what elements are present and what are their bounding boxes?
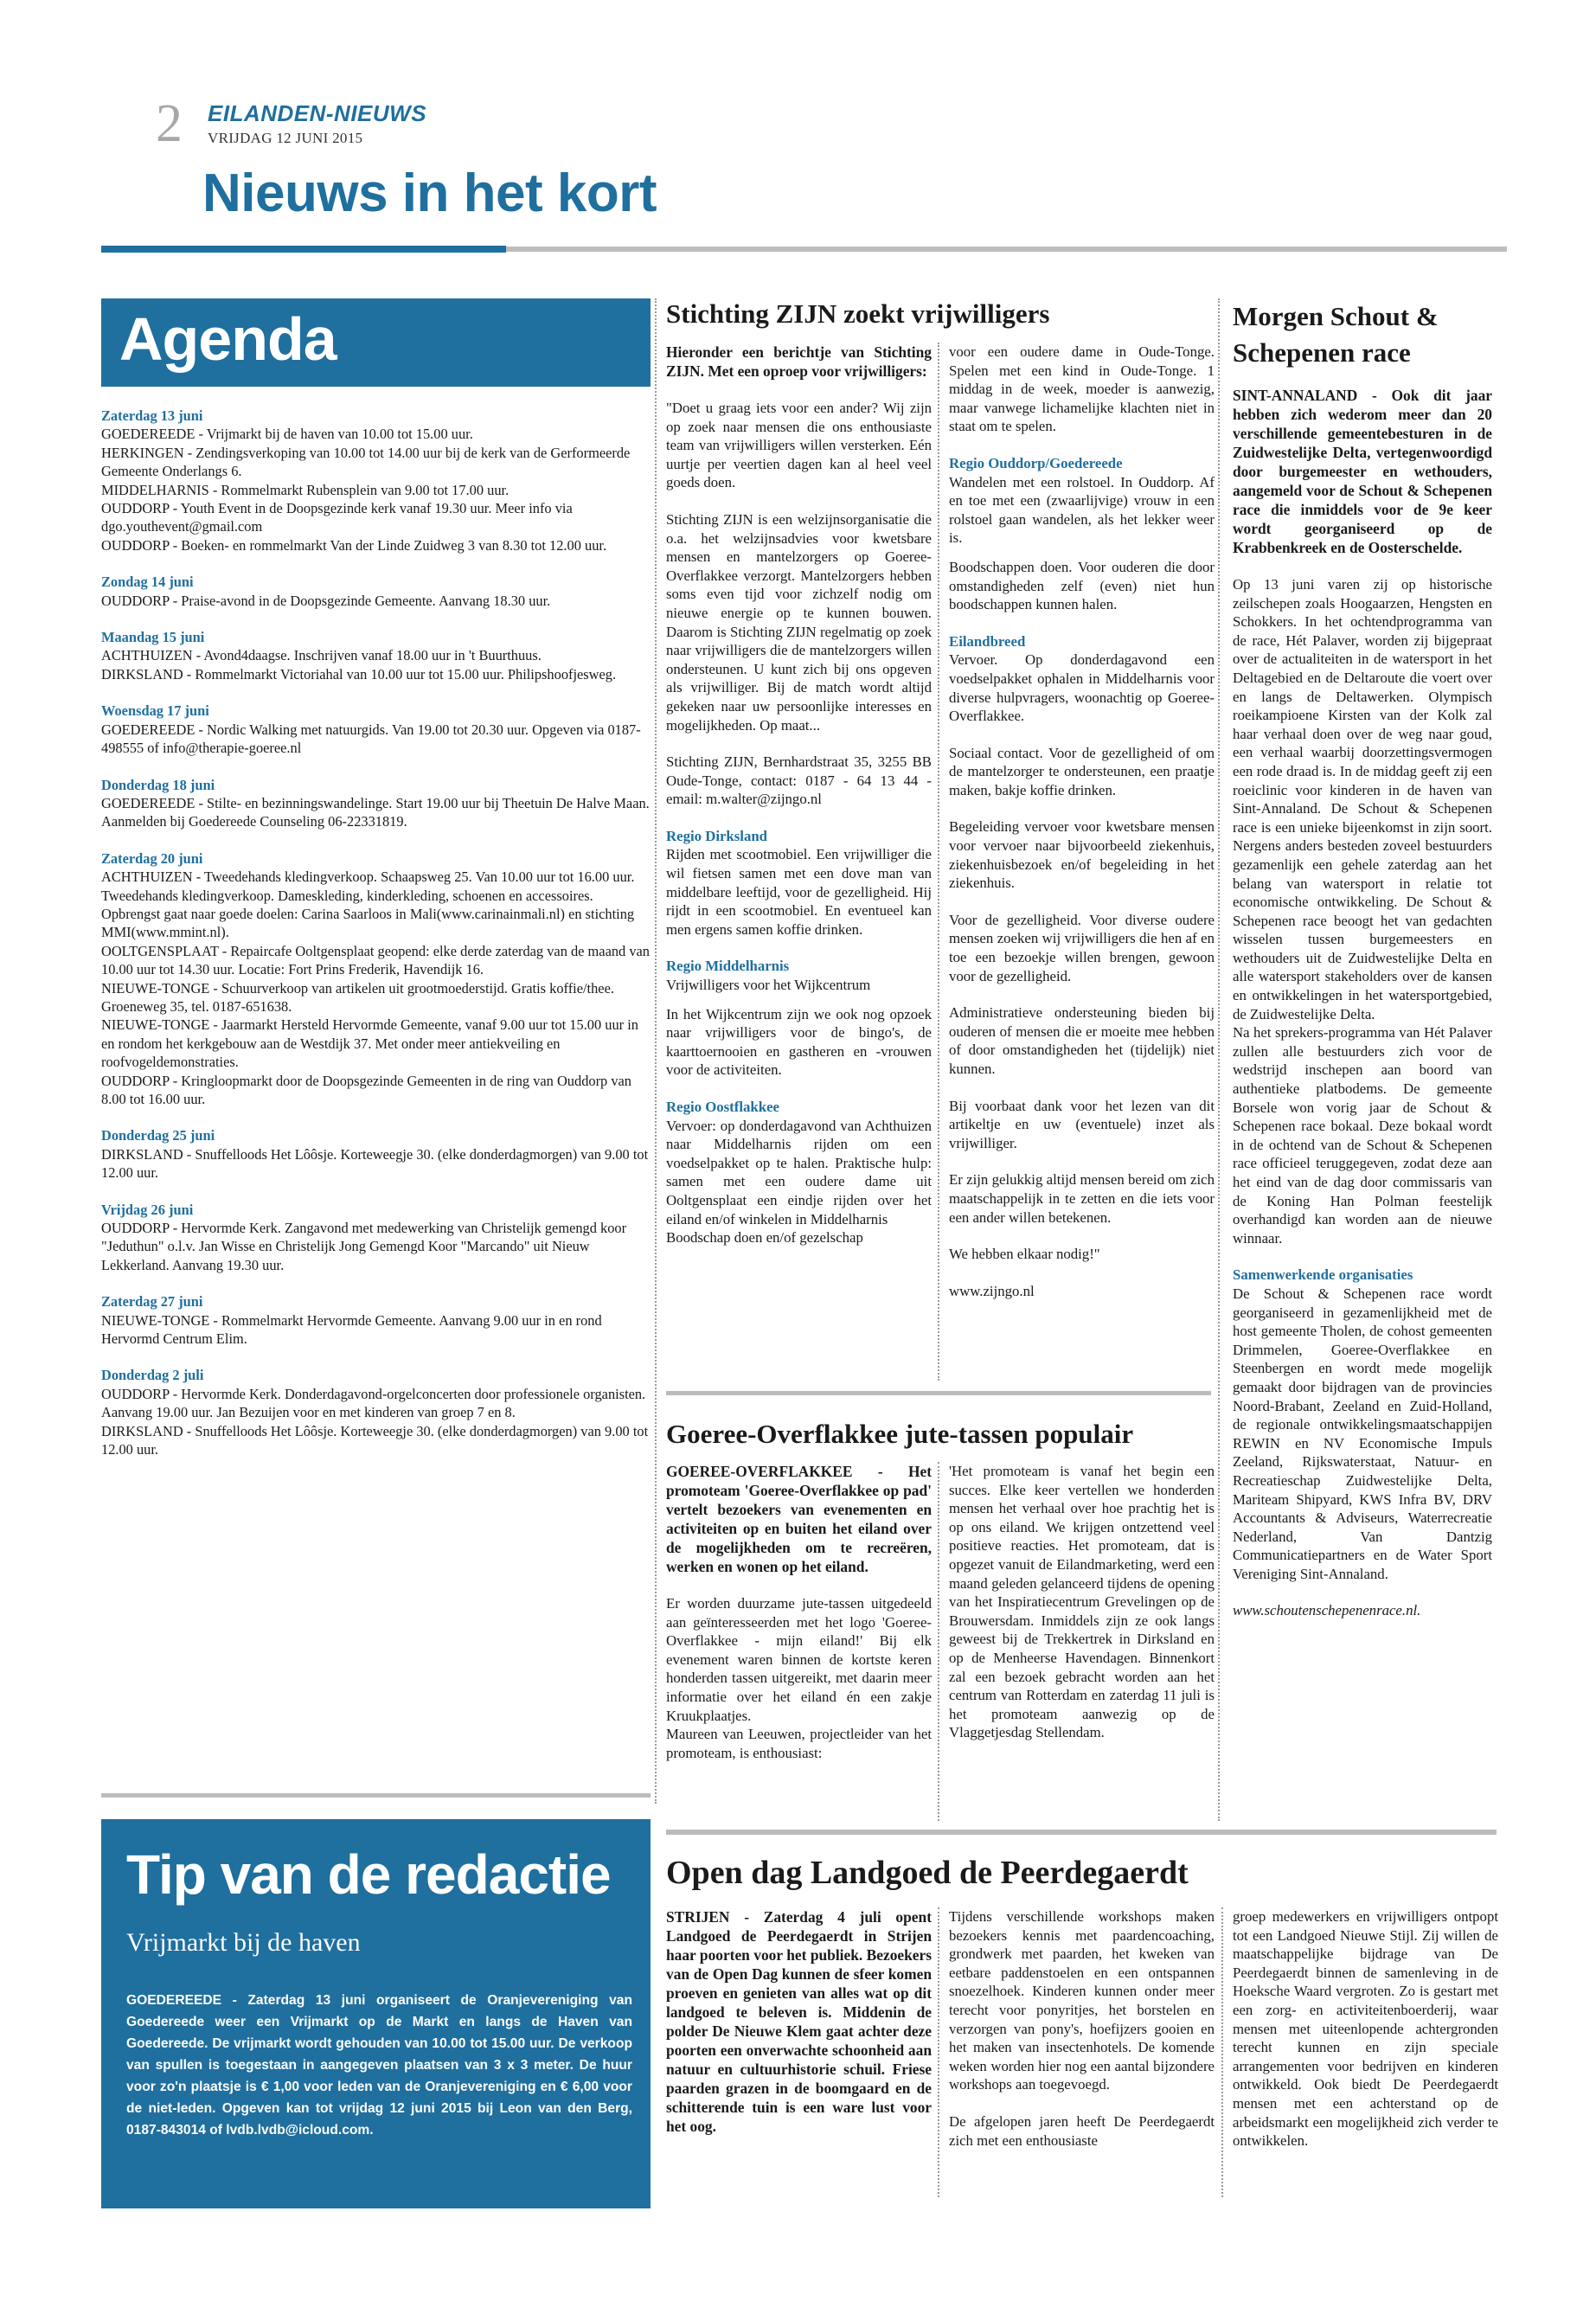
agenda-item: OUDDORP - Hervormde Kerk. Zangavond met medewerking van Christelijk gemengd koor "Jeduthun" o.l.v. Jan Wisse en Christelijk Jong Gemengd Koor "Marcando" uit Nieuw Lekkerland. Aanvang 19.30 uur.: [101, 1220, 627, 1273]
article-lead: GOEREE-OVERFLAKKEE - Het promoteam 'Goeree-Overflakkee op pad' vertelt bezoekers van evenementen en activiteiten op en buiten het eiland over de mogelijkheden om te recreëren, werken en wonen op het eiland.: [666, 1463, 932, 1575]
agenda-item: OUDDORP - Praise-avond in de Doopsgezinde Gemeente. Aanvang 18.30 uur.: [101, 592, 551, 609]
paragraph: 'Het promoteam is vanaf het begin een succes. Elke keer vertellen we honderden mensen het verhaal over hoe prachtig het is op ons eiland. We krijgen ontzettend veel positieve reacties. Het promoteam, dat is opgezet vanuit de Eilandmarketing, werd een maand geleden gelanceerd tijdens de opening van het Inspiratiecentrum Grevelingen op de Brouwersdam. Inmiddels zijn ze ook langs geweest bij de Trekkertrek in Dirksland en op de Menheerse Havendagen. Binnenkort zal een bezoek gebracht worden aan het centrum van Rotterdam en zaterdag 11 juli is het promoteam aanwezig op de Vlaggetjesdag Stellendam.: [949, 1463, 1215, 1741]
paragraph: De afgelopen jaren heeft De Peerdegaerdt zich met een enthousiaste: [949, 2112, 1215, 2149]
paragraph: We hebben elkaar nodig!": [949, 1246, 1100, 1263]
agenda-day: [101, 1292, 651, 1348]
agenda-item: OUDDORP - Hervormde Kerk. Donderdagavond-orgelconcerten door professionele organisten. Aanvang 19.00 uur. Jan Bezuijen voor en met kinderen van groep 7 en 8.: [101, 1385, 646, 1421]
agenda-date: Donderdag 25 juni: [101, 1127, 215, 1144]
agenda-list: [101, 407, 651, 1477]
publication-date: VRIJDAG 12 JUNI 2015: [208, 130, 363, 146]
agenda-item: OUDDORP - Boeken- en rommelmarkt Van der Linde Zuidweg 3 van 8.30 tot 12.00 uur.: [101, 536, 607, 554]
agenda-day: [101, 407, 651, 554]
article-column: [949, 343, 1215, 1300]
tip-title: Tip van de redactie: [126, 1843, 611, 1906]
agenda-item: MIDDELHARNIS - Rommelmarkt Rubensplein van 9.00 tot 17.00 uur.: [101, 481, 510, 498]
agenda-date: Donderdag 2 juli: [101, 1367, 204, 1384]
paragraph: Tijdens verschillende workshops maken bezoekers kennis met paardencoaching, grondwerk met paarden, het kweken van eetbare paddenstoelen en een ontspannen snoezelhoek. Kinderen kunnen onder meer terecht voor ponyritjes, het borstelen en verzorgen van pony's, hoefijzers gooien en het maken van insectenhotels. De komende weken worden hier nog een aantal bijzondere workshops aan toegevoegd.: [949, 1908, 1215, 2093]
subheading: Regio Oostflakkee: [666, 1099, 779, 1115]
paragraph: Vervoer: op donderdagavond van Achthuizen naar Middelharnis rijden om een voedselpakket op te halen. Praktische hulp: samen met een oudere dame uit Ooltgensplaat een eindje rijden over het eiland en/of winkelen in Middelharnis: [666, 1117, 932, 1227]
article-lead: SINT-ANNALAND - Ook dit jaar hebben zich wederom meer dan 20 verschillende gemeentebesturen in de Zuidwestelijke Delta, vertegenwoordigd door burgemeester en wethouders, aangemeld voor de Schout & Schepenen race die inmiddels voor de 9e keer wordt georganiseerd op de Krabbenkreek en de Oosterschelde.: [1233, 387, 1492, 556]
subheading: Regio Middelharnis: [666, 958, 790, 975]
agenda-day: [101, 1126, 651, 1182]
website-link[interactable]: www.zijngo.nl: [949, 1282, 1035, 1299]
section-title: Nieuws in het kort: [202, 163, 657, 223]
agenda-item: ACHTHUIZEN - Avond4daagse. Inschrijven vanaf 18.00 uur in 't Buurthuus.: [101, 647, 542, 664]
agenda-date: Vrijdag 26 juni: [101, 1201, 194, 1218]
paragraph: Boodschappen doen. Voor ouderen die door omstandigheden zelf (even) niet hun boodschappen kunnen halen.: [949, 558, 1215, 613]
agenda-item: DIRKSLAND - Snuffelloods Het Lôôsje. Korteweegje 30. (elke donderdagmorgen) van 9.00 tot 12.00 uur.: [101, 1145, 649, 1182]
agenda-item: OUDDORP - Kringloopmarkt door de Doopsgezinde Gemeenten in de ring van Ouddorp van 8.00 tot 16.00 uur.: [101, 1072, 631, 1107]
agenda-day: [101, 573, 651, 610]
paragraph: Rijden met scootmobiel. Een vrijwilliger die wil fietsen samen met een dove man van middelbare leeftijd, voor de gezelligheid. Hij rijdt in een scootmobiel. En eventueel kan men ergens samen koffie drinken.: [666, 846, 932, 938]
column-separator: [655, 298, 657, 1804]
agenda-day: [101, 1366, 651, 1458]
agenda-item: GOEDEREEDE - Stilte- en bezinningswandelinge. Start 19.00 uur bij Theetuin De Halve Maan. Aanmelden bij Goedereede Counseling 06-22331819.: [101, 794, 650, 830]
paragraph: Er worden duurzame jute-tassen uitgedeeld aan geïnteresseerden met het logo 'Goeree-Overflakkee - mijn eiland!' Bij elk evenement waren binnen de kortste keren honderden tassen uitgereikt, met daarin meer informatie over het eiland én een zakje Kruukplaatjes.: [666, 1595, 932, 1724]
subheading: Eilandbreed: [949, 632, 1026, 650]
agenda-item: HERKINGEN - Zendingsverkoping van 10.00 tot 14.00 uur bij de kerk van de Gerformeerde Gemeente Onderlangs 6.: [101, 444, 631, 480]
agenda-item: ACHTHUIZEN - Tweedehands kledingverkoop. Schaapsweg 25. Van 10.00 uur tot 16.00 uur. Tweedehands kledingverkoop. Dameskleding, kinderkleding, schoenen en accessoires. Opbrengst gaat naar goede doelen: Carina Saarloos in Mali(www.carinainmali.nl) en stichting MMI(www.mmint.nl).: [101, 868, 635, 941]
agenda-date: Donderdag 18 juni: [101, 776, 215, 793]
paragraph: Op 13 juni varen zij op historische zeilschepen zoals Hoogaarzen, Hengsten en Schokkers. In het ochtendprogramma van de race, Hét Palaver, worden zij bijgepraat over de actualiteiten in de watersport in het Deltagebied en de Deltaroute die voert over en langs de Deltawerken. Olympisch roeikampioene Kirsten van der Kolk zal haar verhaal doen over de weg naar goud, een verhaal waarbij doorzettingsvermogen een rode draad is. In de middag geeft zij een roeiclinic voor kinderen in de haven van Sint-Annaland. De Schout & Schepenen race is een unieke bijeenkomst in zijn soort. Nergens anders besteden zoveel bestuurders gezamenlijk een gehele zaterdag aan het belang van watersport in relatie tot economische ontwikkeling. De Schout & Schepenen race beoogt het van gedachten wisselen tussen burgemeesters en wethouders uit de Zuidwestelijke Delta en alle watersport stakeholders over de kansen en ontwikkelingen in het watersportgebied, de Zuidwestelijke Delta.: [1233, 576, 1492, 1022]
article-column: [666, 1462, 932, 1762]
page-number: 2: [156, 94, 183, 153]
masthead-logo: EILANDEN-NIEUWS: [208, 100, 427, 126]
subheading: Regio Dirksland: [666, 827, 768, 844]
website-link[interactable]: www.schoutenschepenenrace.nl.: [1233, 1602, 1421, 1619]
paragraph: Vrijwilligers voor het Wijkcentrum: [666, 977, 871, 994]
agenda-date: Woensdag 17 juni: [101, 702, 209, 720]
paragraph: Voor de gezelligheid. Voor diverse oudere mensen zoeken wij vrijwilligers die hen af en toe een bezoekje willen brengen, gewoon voor de gezelligheid.: [949, 911, 1215, 984]
column-separator: [1221, 1907, 1223, 2197]
agenda-date: Zaterdag 13 juni: [101, 407, 203, 424]
agenda-title: Agenda: [119, 305, 337, 373]
paragraph: Maureen van Leeuwen, projectleider van het promoteam, is enthousiast:: [666, 1726, 932, 1761]
agenda-date: Zaterdag 27 juni: [101, 1293, 203, 1311]
paragraph: Boodschap doen en/of gezelschap: [666, 1229, 863, 1247]
paragraph: Vervoer. Op donderdagavond een voedselpakket ophalen in Middelharnis voor diverse hulpvragers, woonachtig op Goeree-Overflakkee.: [949, 651, 1215, 725]
paragraph: Wandelen met een rolstoel. In Ouddorp. Af en toe met een (zwaarlijvige) vrouw in een rolstoel gaan wandelen, als het lekker weer is.: [949, 473, 1215, 547]
paragraph: Stichting ZIJN is een welzijnsorganisatie die o.a. het welzijnsadvies voor kwetsbare mensen en mantelzorgers op Goeree-Overflakkee verzorgt. Mantelzorgers hebben soms even tijd voor zichzelf nodig om nieuwe energie op te kunnen bouwen. Daarom is Stichting ZIJN regelmatig op zoek naar vrijwilligers die de mantelzorgers willen ondersteunen. U kunt zich bij ons opgeven als vrijwilliger. Bij de match wordt altijd gekeken naar uw persoonlijke interesses en mogelijkheden. Op maat...: [666, 510, 932, 734]
agenda-bottom-rule: [101, 1793, 651, 1798]
paragraph: Sociaal contact. Voor de gezelligheid of om de mantelzorger te ondersteunen, een praatje maken, bakje koffie drinken.: [949, 744, 1215, 798]
article-headline: Open dag Landgoed de Peerdegaerdt: [666, 1855, 1189, 1891]
column-separator: [938, 1462, 939, 1821]
article-column: [1233, 1907, 1498, 2150]
paragraph: voor een oudere dame in Oude-Tonge. Spelen met een kind in Oude-Tonge. 1 middag in de week, moeder is aanwezig, maar vanwege lichamelijke klachten niet in staat om te spelen.: [949, 343, 1215, 435]
tip-subtitle: Vrijmarkt bij de haven: [126, 1928, 361, 1957]
column-separator: [938, 1907, 939, 2197]
column-separator: [938, 343, 939, 1381]
paragraph: Stichting ZIJN, Bernhardstraat 35, 3255 BB Oude-Tonge, contact: 0187 - 64 13 44 - email: m.walter@zijngo.nl: [666, 753, 932, 808]
paragraph: In het Wijkcentrum zijn we ook nog opzoek naar vrijwilligers voor de bingo's, de kaarttoernooien en gastheren en -vrouwen voor de activiteiten.: [666, 1005, 932, 1079]
article-column: [949, 1462, 1215, 1742]
paragraph: Bij voorbaat dank voor het lezen van dit artikeltje en uw (eventuele) inzet als vrijwilliger.: [949, 1097, 1215, 1151]
paragraph: "Doet u graag iets voor een ander? Wij zijn op zoek naar mensen die ons enthousiaste team van vrijwilligers willen versterken. Eén uurtje per veertien dagen kan al heel veel goeds doen.: [666, 400, 932, 491]
article-column: [666, 343, 932, 1247]
agenda-day: [101, 849, 651, 1109]
agenda-day: [101, 776, 651, 831]
paragraph: De Schout & Schepenen race wordt georganiseerd in gezamenlijkheid met de host gemeente Tholen, de cohost gemeenten Drimmelen, Goeree-Overflakkee en Steenbergen en wordt mede mogelijk gemaakt door bijdragen van de provincies Noord-Brabant, Zeeland en Zuid-Holland, de regionale ontwikkelingsmaatschappijen REWIN en NV Economische Impuls Zeeland, Rijkswaterstaat, Natuur- en Recreatieschap Zuidwestelijke Delta, Mariteam Shipyard, KWS Infra BV, DRV Accountants & Adviseurs, Waterrecreatie Nederland, Van Dantzig Communicatiepartners en de Water Sport Vereniging Sint-Annaland.: [1233, 1285, 1492, 1582]
agenda-item: NIEUWE-TONGE - Jaarmarkt Hersteld Hervormde Gemeente, vanaf 9.00 uur tot 15.00 uur in en rondom het kerkgebouw aan de Westdijk 37. Met onder meer antiekveiling en roofvogeldemonstraties.: [101, 1016, 638, 1071]
article-lead: STRIJEN - Zaterdag 4 juli opent Landgoed de Peerdegaerdt in Strijen haar poorten voor het publiek. Bezoekers van de Open Dag kunnen de sfeer komen proeven en genieten van alles wat op dit landgoed te beleven is. Middenin de polder De Nieuwe Klem gaat achter deze poorten een onverwachte schoonheid aan natuur en cultuurhistorie schuil. Friese paarden grazen in de boomgaard en de schitterende tuin is een ware lust voor het oog.: [666, 1908, 932, 2135]
section-rule: [666, 1830, 1497, 1835]
header-rule: [506, 247, 1507, 252]
header-rule-accent: [101, 246, 506, 253]
agenda-item: DIRKSLAND - Snuffelloods Het Lôôsje. Korteweegje 30. (elke donderdagmorgen) van 9.00 tot 12.00 uur.: [101, 1422, 649, 1458]
article-column: [666, 1907, 932, 2136]
agenda-date: Zaterdag 20 juni: [101, 849, 203, 867]
agenda-item: NIEUWE-TONGE - Rommelmarkt Hervormde Gemeente. Aanvang 9.00 uur in en rond Hervormd Centrum Elim.: [101, 1311, 602, 1348]
tip-text: GOEDEREEDE - Zaterdag 13 juni organiseert de Oranjevereniging van Goedereede weer een Vrijmarkt op de Markt en langs de Haven van Goedereede. De vrijmarkt wordt gehouden van 10.00 tot 15.00 uur. De verkoop van spullen is toegestaan in aangegeven plaatsen van 3 x 3 meter. De huur voor zo'n plaatsje is € 1,00 voor leden van de Oranjevereniging en € 6,00 voor de niet-leden. Opgeven kan tot vrijdag 12 juni 2015 bij Leon van den Berg, 0187-843014 of lvdb.lvdb@icloud.com.: [126, 1993, 632, 2138]
article-column: [1233, 386, 1492, 1620]
article-column: [949, 1907, 1215, 2150]
agenda-item: NIEUWE-TONGE - Schuurverkoop van artikelen uit grootmoederstijd. Gratis koffie/thee. Groeneweg 35, tel. 0187-651638.: [101, 979, 614, 1015]
agenda-date: Zondag 14 juni: [101, 574, 194, 591]
paragraph: Na het sprekers-programma van Hét Palaver zullen alle bestuurders zich voor de wedstrijd inschepen aan boord van authentieke platbodems. De gemeente Borsele won vorig jaar de Schout & Schepenen race bokaal. Deze bokaal wordt in de ochtend van de Schout & Schepenen race officieel teruggegeven, zodat deze aan het eind van de dag door commissaris van de Koning Han Polman feestelijk overhandigd kan worden aan de nieuwe winnaar.: [1233, 1024, 1492, 1247]
article-headline: Morgen Schout & Schepenen race: [1233, 301, 1439, 368]
article-headline: Stichting ZIJN zoekt vrijwilligers: [666, 298, 1050, 329]
subheading: Samenwerkende organisaties: [1233, 1266, 1413, 1284]
paragraph: groep medewerkers en vrijwilligers ontpopt tot een Landgoed Nieuwe Stijl. Zij willen de maatschappelijke bijdrage van De Peerdegaerdt binnen de samenleving in de Hoeksche Waard vergroten. Zo is gestart met een zorg- en activiteitenboerderij, waar mensen met uiteenlopende achtergronden terecht kunnen en zijn speciale arrangementen voor bedrijven en kinderen ontwikkeld. Ook biedt De Peerdegaerdt mensen met een achterstand op de arbeidsmarkt een mogelijkheid zich verder te ontwikkelen.: [1233, 1908, 1498, 2150]
agenda-item: DIRKSLAND - Rommelmarkt Victoriahal van 10.00 uur tot 15.00 uur. Philipshoofjesweg.: [101, 665, 617, 683]
article-headline: Goeree-Overflakkee jute-tassen populair: [666, 1419, 1134, 1449]
agenda-item: GOEDEREEDE - Nordic Walking met natuurgids. Van 19.00 tot 20.30 uur. Opgeven via 0187-498555 of info@therapie-goeree.nl: [101, 721, 641, 757]
agenda-item: OOLTGENSPLAAT - Repaircafe Ooltgensplaat geopend: elke derde zaterdag van de maand van 10.00 uur tot 14.30 uur. Locatie: Fort Prins Frederik, Havendijk 16.: [101, 942, 651, 978]
paragraph: Begeleiding vervoer voor kwetsbare mensen voor vervoer naar bijvoorbeeld ziekenhuis, ziekenhuisbezoek en/of begeleiding in het ziekenhuis.: [949, 818, 1215, 892]
agenda-item: OUDDORP - Youth Event in de Doopsgezinde kerk vanaf 19.30 uur. Meer info via dgo.youthevent@gmail.com: [101, 500, 573, 535]
agenda-day: [101, 1201, 651, 1275]
paragraph: Er zijn gelukkig altijd mensen bereid om zich maatschappelijk in te zetten en die iets voor een ander willen betekenen.: [949, 1171, 1215, 1226]
article-lead: Hieronder een berichtje van Stichting ZIJN. Met een oproep voor vrijwilligers:: [666, 343, 932, 380]
article-rule: [666, 1391, 1211, 1395]
paragraph: Administratieve ondersteuning bieden bij ouderen of mensen die er moeite mee hebben of door omstandigheden het (tijdelijk) niet kunnen.: [949, 1004, 1215, 1077]
agenda-item: GOEDEREEDE - Vrijmarkt bij de haven van 10.00 tot 15.00 uur.: [101, 426, 473, 443]
agenda-date: Maandag 15 juni: [101, 629, 205, 646]
column-separator: [1218, 298, 1220, 1821]
agenda-day: [101, 702, 651, 757]
agenda-day: [101, 628, 651, 683]
subheading: Regio Ouddorp/Goedereede: [949, 454, 1123, 471]
